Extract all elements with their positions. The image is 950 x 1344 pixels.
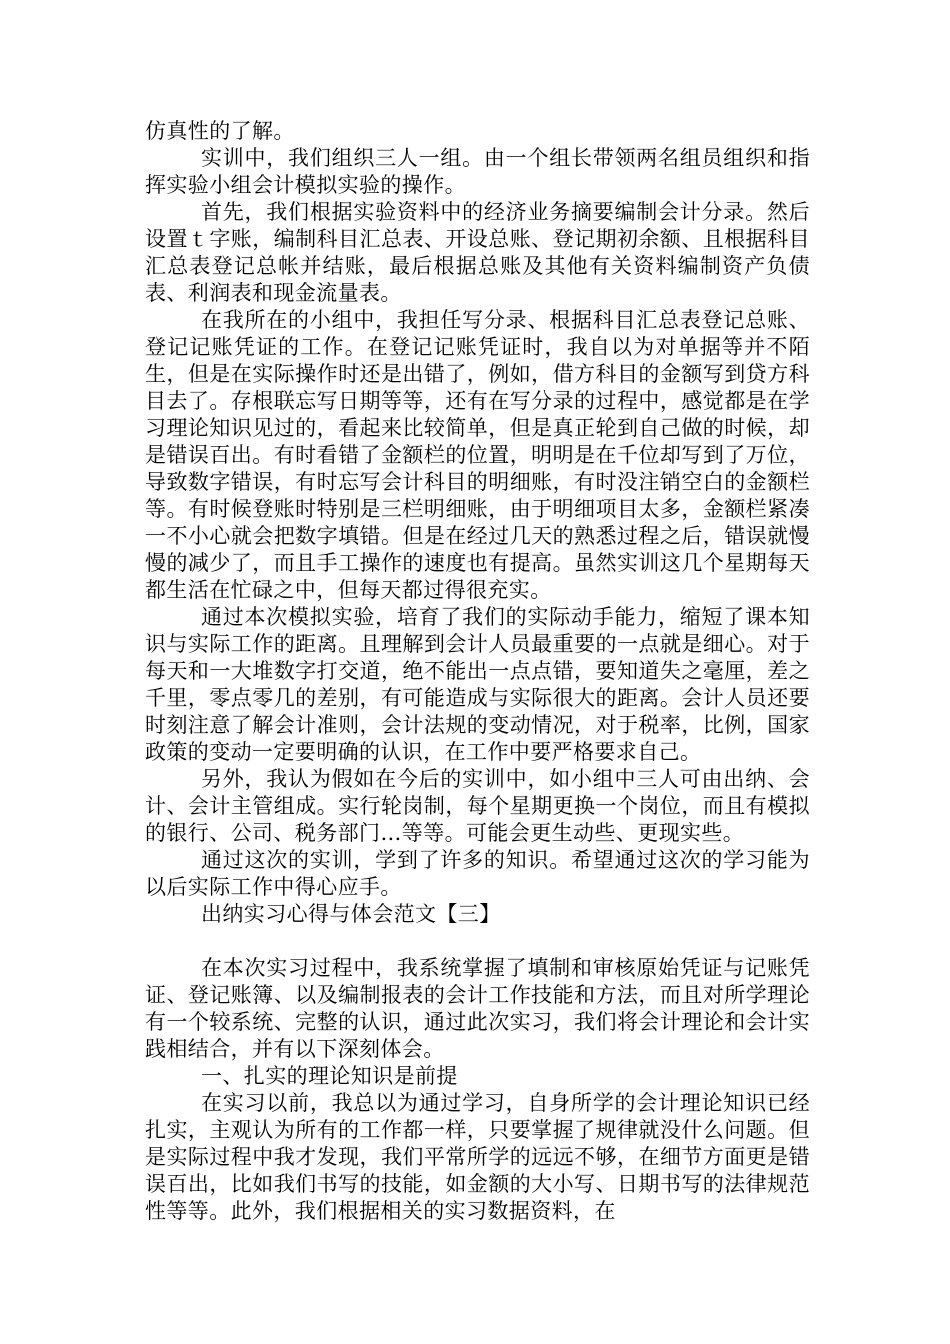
paragraph-simulation-benefits: 通过本次模拟实验，培育了我们的实际动手能力，缩短了课本知识与实际工作的距离。且理解到会计人员最重要的一点就是细心。对于每天和一大堆数字打交道，绝不能出一点点错，要知道失之毫厘，差之千里，零点零几的差别，有可能造成与实际很大的距离。会计人员还要时刻注意了解会计准则，会计法规的变动情况，对于税率，比例，国家政策的变动一定要明确的认识，在工作中要严格要求自己。 bbox=[145, 605, 810, 764]
paragraph-conclusion: 通过这次的实训，学到了许多的知识。希望通过这次的学习能为以后实际工作中得心应手。 bbox=[145, 848, 810, 899]
section-heading: 出纳实习心得与体会范文【三】 bbox=[201, 902, 501, 926]
subheading-theory: 一、扎实的理论知识是前提 bbox=[201, 1064, 458, 1088]
paragraph-continuation: 仿真性的了解。 bbox=[145, 119, 295, 143]
paragraph-suggestion: 另外，我认为假如在今后的实训中，如小组中三人可由出纳、会计、会计主管组成。实行轮岗制，每个星期更换一个岗位，而且有模拟的银行、公司、税务部门…等等。可能会更生动些、更现实些。 bbox=[145, 767, 810, 845]
blank-line bbox=[145, 928, 810, 955]
document-body bbox=[145, 118, 810, 1225]
paragraph-before-internship: 在实习以前，我总以为通过学习，自身所学的会计理论知识已经扎实，主观认为所有的工作都一样，只要掌握了规律就没什么问题。但是实际过程中我才发现，我们平常所学的远远不够，在细节方面更是错误百出，比如我们书写的技能，如金额的大小写、日期书写的法律规范性等等。此外，我们根据相关的实习数据资料，在 bbox=[145, 1091, 810, 1223]
paragraph-training-groups: 实训中，我们组织三人一组。由一个组长带领两名组员组织和指挥实验小组会计模拟实验的操作。 bbox=[145, 146, 810, 197]
paragraph-internship-summary: 在本次实习过程中，我系统掌握了填制和审核原始凭证与记账凭证、登记账簿、以及编制报表的会计工作技能和方法，而且对所学理论有一个较系统、完整的认识，通过此次实习，我们将会计理论和会计实践相结合，并有以下深刻体会。 bbox=[145, 956, 810, 1061]
paragraph-first-steps: 首先，我们根据实验资料中的经济业务摘要编制会计分录。然后设置ｔ字账，编制科目汇总表、开设总账、登记期初余额、且根据科目汇总表登记总帐并结账，最后根据总账及其他有关资料编制资产负债表、利润表和现金流量表。 bbox=[145, 200, 810, 305]
paragraph-my-role: 在我所在的小组中，我担任写分录、根据科目汇总表登记总账、登记记账凭证的工作。在登记记账凭证时，我自以为对单据等并不陌生，但是在实际操作时还是出错了，例如，借方科目的金额写到贷方科目去了。存根联忘写日期等等，还有在写分录的过程中，感觉都是在学习理论知识见过的，看起来比较简单，但是真正轮到自己做的时候，却是错误百出。有时看错了金额栏的位置，明明是在千位却写到了万位，导致数字错误，有时忘写会计科目的明细账，有时没注销空白的金额栏等。有时候登账时特别是三栏明细账，由于明细项目太多，金额栏紧凑一不小心就会把数字填错。但是在经过几天的熟悉过程之后，错误就慢慢的减少了，而且手工操作的速度也有提高。虽然实训这几个星期每天都生活在忙碌之中，但每天都过得很充实。 bbox=[145, 308, 810, 602]
